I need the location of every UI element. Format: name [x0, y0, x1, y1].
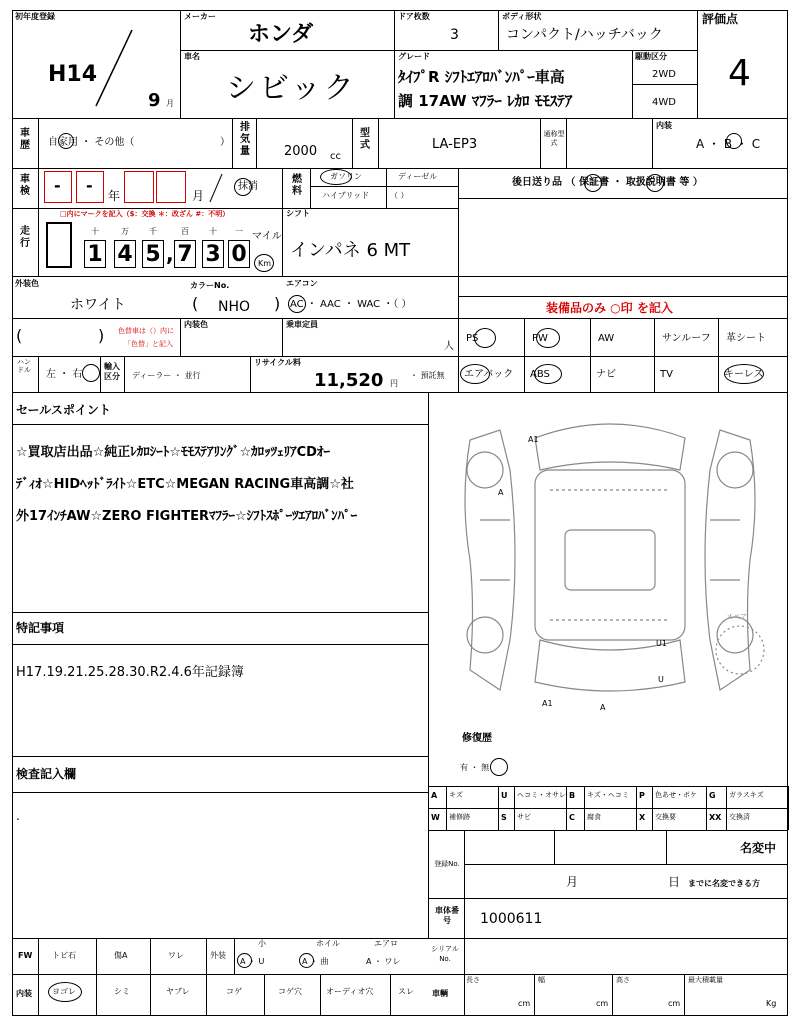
legend-desc: 交換済 [729, 813, 750, 821]
mileage-digit: 0 [228, 240, 250, 268]
shaken-box-4 [156, 171, 186, 203]
fw-crack: ワレ [168, 951, 184, 960]
ext-wheel-value: A ・ 曲 [302, 957, 329, 966]
dims-load-unit: Kg [766, 999, 777, 1008]
diagram-mark-u1: U1 [656, 639, 667, 648]
legend-divider [498, 786, 499, 830]
legend-code: S [501, 813, 507, 822]
color-change-note-1: 色替車は（）内に [118, 327, 174, 335]
legend-divider [584, 786, 585, 830]
vin-label: 車体番号 [435, 906, 459, 925]
registration-label: 登録No. [434, 860, 460, 868]
reg-month: 9 [148, 90, 161, 111]
fuel-gasoline: ガソリン [330, 172, 362, 181]
equip-item: PW [532, 333, 548, 344]
diagram-mark-a-bottom: A [600, 703, 606, 712]
mileage-unit-label: 十 [91, 227, 99, 236]
reg-month-unit: 月 [166, 99, 174, 108]
sales-title: セールスポイント [16, 403, 111, 417]
displacement-value: 2000 [284, 144, 318, 159]
dims-height-unit: cm [668, 999, 681, 1008]
int-damage-item: スレ [398, 987, 414, 996]
int-damage-item: シミ [114, 987, 130, 996]
dims-load-label: 最大積載量 [688, 976, 723, 984]
sales-line2: ﾃﾞｨｵ☆HIDﾍｯﾄﾞﾗｲﾄ☆ETC☆MEGAN RACING車高調☆社 [16, 477, 354, 492]
color-no-value: NHO [218, 299, 251, 315]
sales-line3: 外17ｲﾝﾁAW☆ZERO FIGHTERﾏﾌﾗｰ☆ｼﾌﾄｽﾎﾟｰﾂｴｱﾛﾊﾞﾝﾊﾟｰ [16, 509, 358, 524]
ac-circle [288, 295, 306, 313]
mileage-digit: 4 [114, 240, 136, 268]
legend-divider [566, 786, 567, 830]
shaken-erased: 抹消 [238, 181, 258, 192]
fw-label: FW [18, 951, 33, 960]
legend-desc: 交換要 [655, 813, 676, 821]
shaken-slash [206, 172, 226, 204]
fuel-hybrid: ハイブリッド [322, 191, 370, 200]
equip-item: 革シート [726, 333, 766, 344]
reg-label: 初年度登録 [15, 12, 55, 21]
capacity-unit: 人 [444, 341, 454, 352]
diagram-mark-a-left: A [498, 488, 504, 497]
registration-month: 月 [566, 875, 579, 889]
capacity-label: 乗車定員 [286, 320, 318, 329]
fw-stone-chip: トビ石 [52, 951, 76, 960]
exterior-value: ホワイト [70, 297, 126, 313]
equip-divider [590, 318, 591, 392]
notes-value: H17.19.21.25.28.30.R2.4.6年記録簿 [16, 665, 244, 680]
dims-height-label: 高さ [616, 976, 630, 984]
history-close: ） [220, 137, 230, 148]
dims-length-label: 長さ [466, 976, 480, 984]
int-damage-item: コゲ穴 [278, 987, 302, 996]
equip-top-line [458, 318, 788, 319]
maker-label: メーカー [184, 12, 216, 21]
repair-title: 修復歴 [462, 733, 492, 744]
equip-divider [524, 318, 525, 392]
equip-item: TV [660, 369, 673, 380]
legend-desc: ヘコミ・オサレ [517, 791, 566, 799]
mileage-unit-label: 百 [181, 227, 189, 236]
doors-label: ドア枚数 [398, 12, 430, 21]
mileage-comma: , [166, 242, 174, 266]
drive-4wd: 4WD [652, 97, 676, 108]
import-label: 輸入区分 [104, 362, 120, 381]
legend-code: U [501, 791, 508, 800]
sales-line1: ☆買取店出品☆純正ﾚｶﾛｼｰﾄ☆ﾓﾓｽﾃｱﾘﾝｸﾞ☆ｶﾛｯﾂｪﾘｱCDｵｰ [16, 445, 330, 460]
legend-mid [428, 808, 788, 809]
legend-top [428, 786, 788, 787]
mileage-digit: 5 [142, 240, 164, 268]
displacement-unit: cc [330, 151, 341, 162]
recycle-unit: 円 [390, 379, 398, 388]
int-damage-item: オーディオ穴 [326, 987, 374, 996]
legend-code: P [639, 791, 645, 800]
exterior-label: 外装色 [15, 279, 39, 288]
color-paren-open: ( [192, 294, 199, 313]
shaken-dash-1: - [54, 176, 61, 195]
shaken-dash-2: - [86, 176, 93, 195]
equip-circle [474, 328, 496, 348]
legend-divider [788, 786, 789, 830]
legend-code: B [569, 791, 576, 800]
equip-item: エアバック [464, 369, 514, 380]
shaken-label: 車検 [20, 174, 30, 197]
history-value: 自家用 ・ その他（ [48, 137, 135, 148]
legend-desc: 腐食 [587, 813, 601, 821]
ac-label: エアコン [286, 279, 318, 288]
vin-value: 1000611 [480, 911, 543, 927]
equip-divider [718, 318, 719, 392]
legend-divider [652, 786, 653, 830]
color-paren-close: ) [274, 294, 281, 313]
drive-label: 駆動区分 [635, 52, 667, 61]
ext-wheel-label: ホイル [316, 939, 340, 948]
legend-desc: サビ [517, 813, 531, 821]
legend-divider [428, 786, 429, 830]
legend-desc: ガラスキズ [729, 791, 764, 799]
model-label: 型式 [360, 128, 370, 151]
docs-circle-2 [646, 174, 664, 192]
inspection-title: 検査記入欄 [16, 767, 77, 781]
car-diagram [440, 410, 780, 720]
shaken-month: 月 [192, 189, 205, 203]
history-circle [58, 133, 74, 149]
repair-value: 有 ・ 無 [460, 763, 490, 772]
equip-circle [536, 328, 560, 348]
docs-title: 後日送り品 （ 保証書 ・ 取扱説明書 等 ） [512, 177, 703, 188]
recycle-paid: ・ 預託無 [410, 371, 445, 380]
mileage-digit: 1 [84, 240, 106, 268]
legend-code: W [431, 813, 440, 822]
legend-divider [706, 786, 707, 830]
equip-circle [724, 364, 764, 384]
doors-value: 3 [450, 27, 459, 43]
ext-aero-value: A ・ ワレ [366, 957, 401, 966]
fuel-label: 燃料 [292, 174, 302, 197]
mileage-label: 走行 [20, 226, 30, 249]
reg-era: H14 [48, 62, 98, 87]
equip-title: 装備品のみ ○印 を記入 [546, 301, 673, 315]
common-label: 通称型式 [543, 130, 565, 147]
fuel-circle [320, 169, 352, 185]
diagram-mark-a1-top: A1 [528, 435, 539, 444]
shaken-box-3 [124, 171, 154, 203]
shaken-year: 年 [108, 189, 121, 203]
score-value: 4 [728, 53, 751, 94]
mileage-digit: 7 [174, 240, 196, 268]
equip-circle [534, 364, 562, 384]
int-dirt-circle [48, 982, 82, 1002]
color-change-paren-open: ( [16, 326, 23, 345]
shift-label: シフト [286, 209, 310, 218]
mileage-unit-label: 十 [209, 227, 217, 236]
serial-label: シリアルNo. [431, 945, 459, 963]
legend-code: XX [709, 813, 722, 822]
mileage-note: □内にマークを記入（$：交換 ＊：改ざん #：不明） [60, 210, 230, 218]
dims-label: 車輌 [432, 989, 448, 998]
recycle-label: リサイクル料 [254, 358, 301, 367]
ext-small-circle [237, 953, 252, 968]
fuel-diesel: ディーゼル [398, 172, 438, 181]
repair-circle [490, 758, 508, 776]
equip-item: AW [598, 333, 615, 344]
equip-item: ナビ [596, 369, 616, 380]
legend-divider [726, 786, 727, 830]
legend-desc: キズ [449, 791, 463, 799]
ext-label: 外装 [210, 951, 226, 960]
mileage-unit-label: 千 [149, 227, 157, 236]
name-value: シビック [226, 71, 357, 106]
registration-day: 日 [668, 875, 681, 889]
color-no-label: カラーNo. [190, 281, 230, 290]
mileage-digit: 3 [202, 240, 224, 268]
history-label: 車歴 [20, 128, 30, 151]
mileage-unit-label: 万 [121, 227, 129, 236]
interior-label: 内装 [656, 121, 672, 130]
handle-label: ハンドル [17, 358, 31, 374]
ext-aero-label: エアロ [374, 939, 398, 948]
registration-deadline: までに名変できる方 [688, 879, 760, 888]
inspection-value: . [16, 809, 20, 823]
diagram-mark-a1-bottom: A1 [542, 699, 553, 708]
int-damage-item: ヤブレ [166, 987, 190, 996]
score-label: 評価点 [702, 12, 739, 26]
body-value: コンパクト/ハッチバック [506, 27, 663, 43]
erased-circle [234, 178, 252, 196]
equip-item: サンルーフ [662, 333, 711, 344]
legend-divider [636, 786, 637, 830]
mileage-mark-box [46, 222, 72, 268]
legend-code: G [709, 791, 716, 800]
legend-code: A [431, 791, 438, 800]
equip-item: キーレス [724, 369, 764, 380]
mileage-unit: マイル [252, 231, 282, 242]
body-label: ボディ形状 [502, 12, 542, 21]
fuel-other: （ ） [390, 191, 409, 200]
handle-circle [82, 364, 100, 382]
recycle-value: 11,520 [314, 370, 384, 391]
mileage-km: Km [258, 259, 272, 268]
equip-circle [460, 364, 490, 384]
int-damage-item: コゲ [226, 987, 242, 996]
ext-small-value: A ・ U [240, 957, 265, 966]
ac-value: AC ・ AAC ・ WAC ・（ ） [290, 299, 412, 310]
legend-code: X [639, 813, 646, 822]
ext-wheel-circle [299, 953, 314, 968]
grade-label: グレード [398, 52, 430, 61]
diagram-mark-u: U [658, 675, 664, 684]
int-damage-item: ヨゴレ [52, 987, 76, 996]
legend-divider [446, 786, 447, 830]
dims-length-unit: cm [518, 999, 531, 1008]
maker-value: ホンダ [248, 22, 314, 47]
grade-line1: ﾀｲﾌﾟR ｼﾌﾄｴｱﾛﾊﾞﾝﾊﾟｰ車高 [398, 68, 565, 86]
legend-desc: 色あせ・ボケ [655, 791, 697, 799]
color-change-note-2: 「色替」と記入 [124, 340, 173, 348]
name-label: 車名 [184, 52, 200, 61]
interior-circle [726, 133, 742, 149]
mileage-unit-label: 一 [235, 227, 243, 236]
km-circle [254, 254, 274, 272]
model-value: LA-EP3 [432, 137, 478, 152]
equip-divider [458, 318, 459, 392]
grade-line2: 調 17AW ﾏﾌﾗｰ ﾚｶﾛ ﾓﾓｽﾃｱ [398, 92, 573, 110]
ext-small-label: 小 [258, 939, 266, 948]
legend-desc: キズ・ヘコミ [587, 791, 629, 799]
fw-scratch: 傷A [114, 951, 128, 960]
displacement-label: 排気量 [240, 122, 250, 157]
color-change-paren-close: ) [98, 326, 105, 345]
registration-change: 名変中 [740, 841, 777, 855]
equip-item: ABS [530, 369, 550, 380]
equip-item: PS [466, 333, 479, 344]
int-label: 内装 [16, 989, 32, 998]
legend-desc: 補修跡 [449, 813, 470, 821]
docs-circle-1 [584, 174, 602, 192]
interior-color-label: 内装色 [184, 320, 208, 329]
interior-value: A ・ B ・ C [696, 137, 761, 151]
shift-value: インパネ 6 MT [290, 240, 411, 261]
equip-divider [654, 318, 655, 392]
dims-width-label: 幅 [538, 976, 545, 984]
spare-label: スペア [726, 613, 747, 621]
dims-width-unit: cm [596, 999, 609, 1008]
legend-code: C [569, 813, 575, 822]
handle-value: 左 ・ 右 [46, 369, 83, 380]
import-value: ディーラー ・ 並行 [132, 371, 201, 380]
drive-2wd: 2WD [652, 69, 676, 80]
notes-title: 特記事項 [16, 621, 65, 635]
legend-divider [514, 786, 515, 830]
reg-slash [90, 28, 140, 108]
